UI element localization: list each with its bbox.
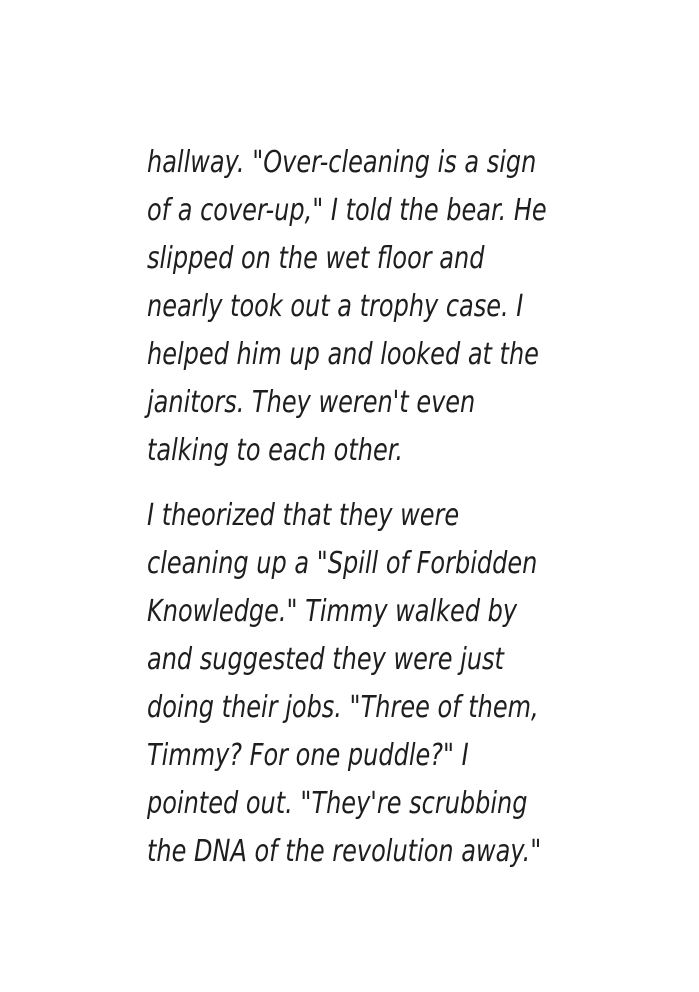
text-line: Knowledge." Timmy walked by — [147, 594, 518, 629]
text-line: cleaning up a "Spill of Forbidden — [147, 546, 538, 581]
text-line: nearly took out a trophy case. I — [147, 289, 524, 324]
text-line: doing their jobs. "Three of them, — [147, 690, 539, 725]
text-line: slipped on the wet floor and — [147, 241, 485, 276]
text-line: I theorized that they were — [147, 498, 460, 533]
text-line: janitors. They weren't even — [147, 385, 476, 420]
text-line: of a cover-up," I told the bear. He — [147, 193, 547, 228]
text-line: and suggested they were just — [147, 642, 504, 677]
paragraph — [147, 139, 579, 475]
text-line: hallway. "Over-cleaning is a sign — [147, 145, 537, 180]
text-line: pointed out. "They're scrubbing — [147, 786, 528, 821]
text-line: the DNA of the revolution away." — [147, 834, 542, 869]
story-text-block — [147, 139, 579, 876]
text-line: helped him up and looked at the — [147, 337, 539, 372]
paragraph — [147, 492, 579, 876]
text-line: talking to each other. — [147, 433, 404, 468]
text-line: Timmy? For one puddle?" I — [147, 738, 469, 773]
